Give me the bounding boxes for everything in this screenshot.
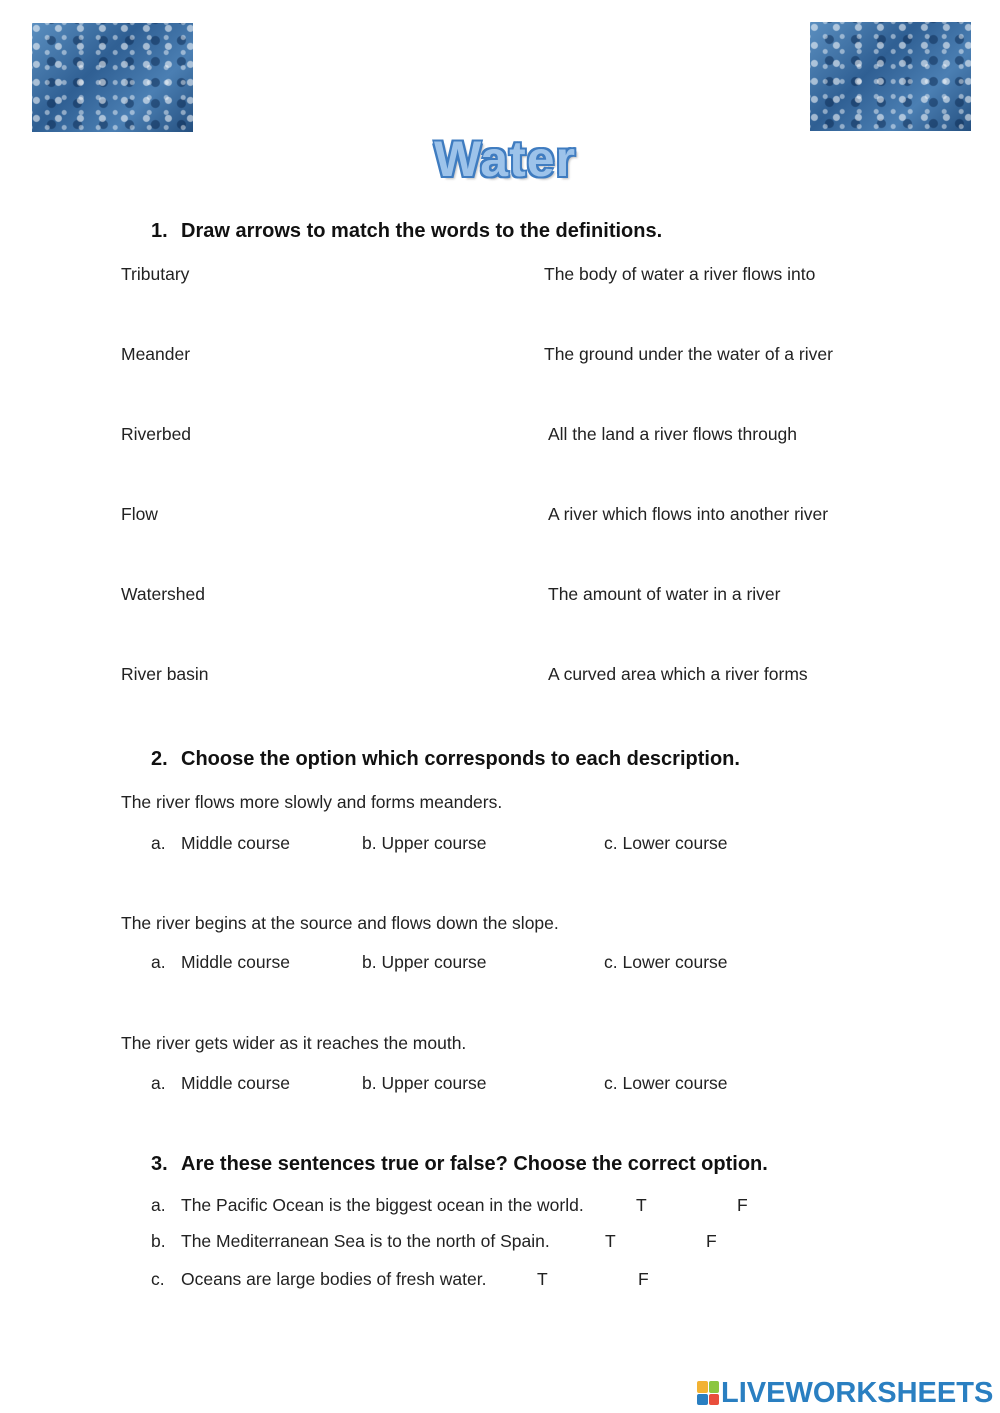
liveworksheets-logo <box>697 1376 997 1410</box>
page-title: Water <box>433 131 577 187</box>
statement-letter: b. <box>151 1231 166 1251</box>
q3-option-b[interactable]: b. Upper course <box>362 1073 487 1093</box>
section2-question-3: The river gets wider as it reaches the mouth. <box>121 1033 467 1053</box>
q2-option-a[interactable] <box>151 952 290 973</box>
q3-option-a[interactable] <box>151 1073 290 1094</box>
tf-b-true[interactable]: T <box>605 1231 616 1251</box>
tf-a-false[interactable]: F <box>737 1195 748 1215</box>
statement-letter: a. <box>151 1195 166 1215</box>
option-letter: a. <box>151 952 166 972</box>
water-drops-image-right <box>810 22 971 131</box>
section1-heading-text: Draw arrows to match the words to the definitions. <box>181 220 663 242</box>
statement-letter: c. <box>151 1269 165 1289</box>
liveworksheets-logo-icon <box>697 1381 719 1405</box>
section2-heading-text: Choose the option which corresponds to each description. <box>181 748 740 770</box>
section2-heading <box>151 748 740 771</box>
section3-heading <box>151 1153 768 1176</box>
section2-number: 2. <box>151 748 168 770</box>
tf-b-false[interactable]: F <box>706 1231 717 1251</box>
match-word-flow[interactable]: Flow <box>121 504 158 524</box>
match-definition-4[interactable]: A river which flows into another river <box>548 504 829 524</box>
q1-option-b[interactable]: b. Upper course <box>362 833 487 853</box>
section2-question-1: The river flows more slowly and forms meanders. <box>121 792 503 812</box>
match-definition-5[interactable]: The amount of water in a river <box>548 584 781 604</box>
section3-heading-text: Are these sentences true or false? Choose the correct option. <box>181 1153 768 1175</box>
water-drops-image-left <box>32 23 193 132</box>
q3-option-c[interactable]: c. Lower course <box>604 1073 728 1093</box>
statement-text: The Mediterranean Sea is to the north of Spain. <box>181 1231 550 1251</box>
match-definition-3[interactable]: All the land a river flows through <box>548 424 798 444</box>
section2-question-2: The river begins at the source and flows down the slope. <box>121 913 559 933</box>
tf-statement-c <box>151 1269 486 1290</box>
tf-c-true[interactable]: T <box>537 1269 548 1289</box>
liveworksheets-logo-text: LIVEWORKSHEETS <box>721 1376 994 1409</box>
tf-c-false[interactable]: F <box>638 1269 649 1289</box>
match-definition-6[interactable]: A curved area which a river forms <box>548 664 808 684</box>
match-word-tributary[interactable]: Tributary <box>121 264 190 284</box>
match-word-watershed[interactable]: Watershed <box>121 584 205 604</box>
tf-a-true[interactable]: T <box>636 1195 647 1215</box>
tf-statement-a <box>151 1195 584 1216</box>
q2-option-b[interactable]: b. Upper course <box>362 952 487 972</box>
option-letter: a. <box>151 1073 166 1093</box>
q1-option-a[interactable] <box>151 833 290 854</box>
statement-text: The Pacific Ocean is the biggest ocean in the world. <box>181 1195 584 1215</box>
q2-option-c[interactable]: c. Lower course <box>604 952 728 972</box>
match-word-meander[interactable]: Meander <box>121 344 191 364</box>
option-label: Middle course <box>181 952 290 972</box>
section3-number: 3. <box>151 1153 168 1175</box>
option-label: Middle course <box>181 1073 290 1093</box>
statement-text: Oceans are large bodies of fresh water. <box>181 1269 487 1289</box>
option-letter: a. <box>151 833 166 853</box>
q1-option-c[interactable]: c. Lower course <box>604 833 728 853</box>
match-word-river-basin[interactable]: River basin <box>121 664 209 684</box>
match-word-riverbed[interactable]: Riverbed <box>121 424 192 444</box>
match-definition-1[interactable]: The body of water a river flows into <box>544 264 816 284</box>
section1-number: 1. <box>151 220 168 242</box>
option-label: Middle course <box>181 833 290 853</box>
section1-heading <box>151 220 662 243</box>
match-definition-2[interactable]: The ground under the water of a river <box>544 344 833 364</box>
tf-statement-b <box>151 1231 550 1252</box>
